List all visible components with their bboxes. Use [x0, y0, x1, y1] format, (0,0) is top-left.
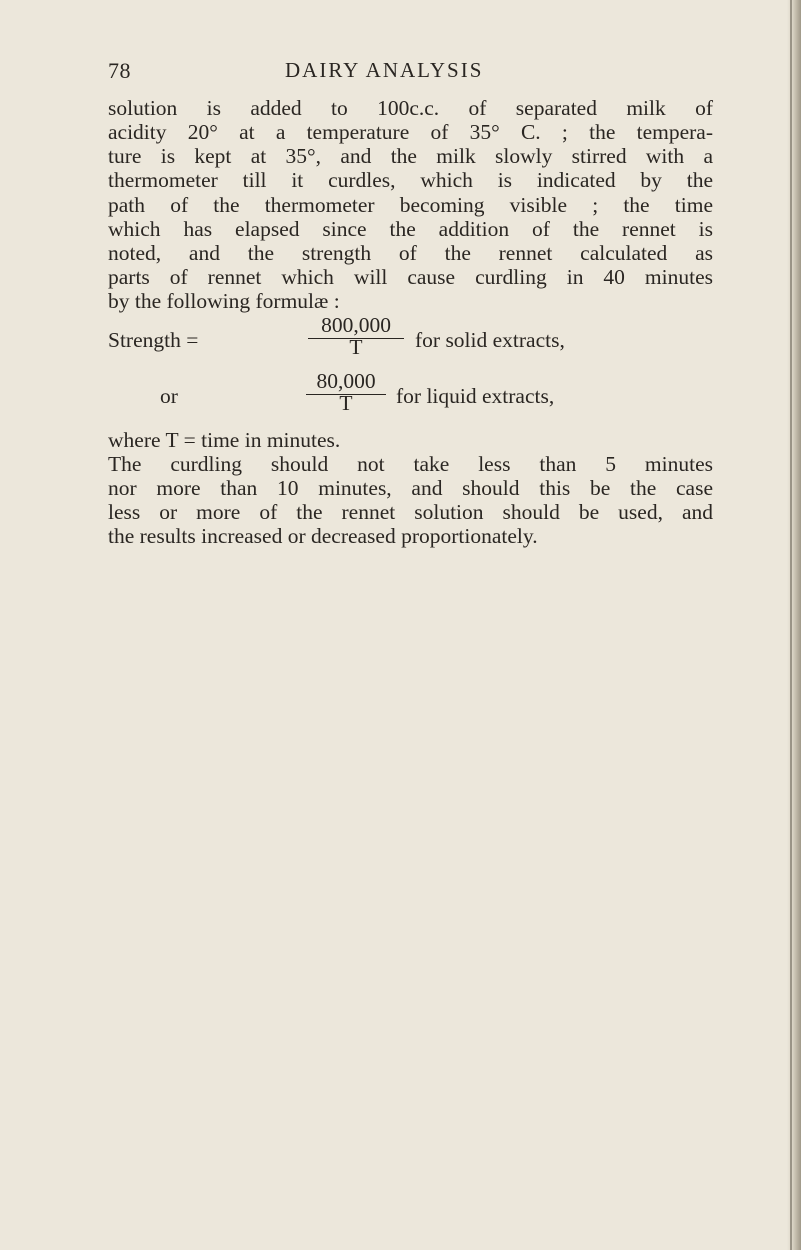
text-line: solution is added to 100c.c. of separated milk of: [108, 96, 713, 120]
text-line: ture is kept at 35°, and the milk slowly stirred with a: [108, 144, 713, 168]
fraction-denominator: T: [349, 335, 363, 359]
page-header: [108, 58, 711, 88]
text-line: The curdling should not take less than 5 minutes: [108, 452, 713, 476]
formula-suffix: for liquid extracts,: [396, 384, 555, 408]
fraction-denominator: T: [339, 391, 353, 415]
fraction-numerator: 800,000: [321, 313, 391, 337]
where-definition: where T = time in minutes.: [108, 428, 341, 452]
page-edge-line: [790, 0, 792, 1250]
text-line: path of the thermometer becoming visible ; the time: [108, 193, 713, 217]
formula-prefix: or: [160, 384, 178, 408]
text-line: which has elapsed since the addition of the rennet is: [108, 217, 713, 241]
text-line: parts of rennet which will cause curdling in 40 minutes: [108, 265, 713, 289]
page-number: 78: [108, 58, 131, 83]
formula-lhs: Strength =: [108, 328, 199, 352]
text-line: noted, and the strength of the rennet calculated as: [108, 241, 713, 265]
formula-liquid-extracts: [108, 370, 713, 420]
text-line: nor more than 10 minutes, and should this be the case: [108, 476, 713, 500]
fraction: [306, 370, 386, 418]
text-line: thermometer till it curdles, which is indicated by the: [108, 168, 713, 192]
fraction: [308, 314, 404, 362]
text-line: the results increased or decreased proportionately.: [108, 524, 538, 548]
text-line: acidity 20° at a temperature of 35° C. ; the tempera-: [108, 120, 713, 144]
running-head: DAIRY ANALYSIS: [285, 58, 484, 82]
formula-solid-extracts: [108, 314, 713, 364]
formula-suffix: for solid extracts,: [415, 328, 565, 352]
text-line: by the following formulæ :: [108, 289, 340, 313]
text-line: less or more of the rennet solution should be used, and: [108, 500, 713, 524]
fraction-numerator: 80,000: [316, 369, 376, 393]
